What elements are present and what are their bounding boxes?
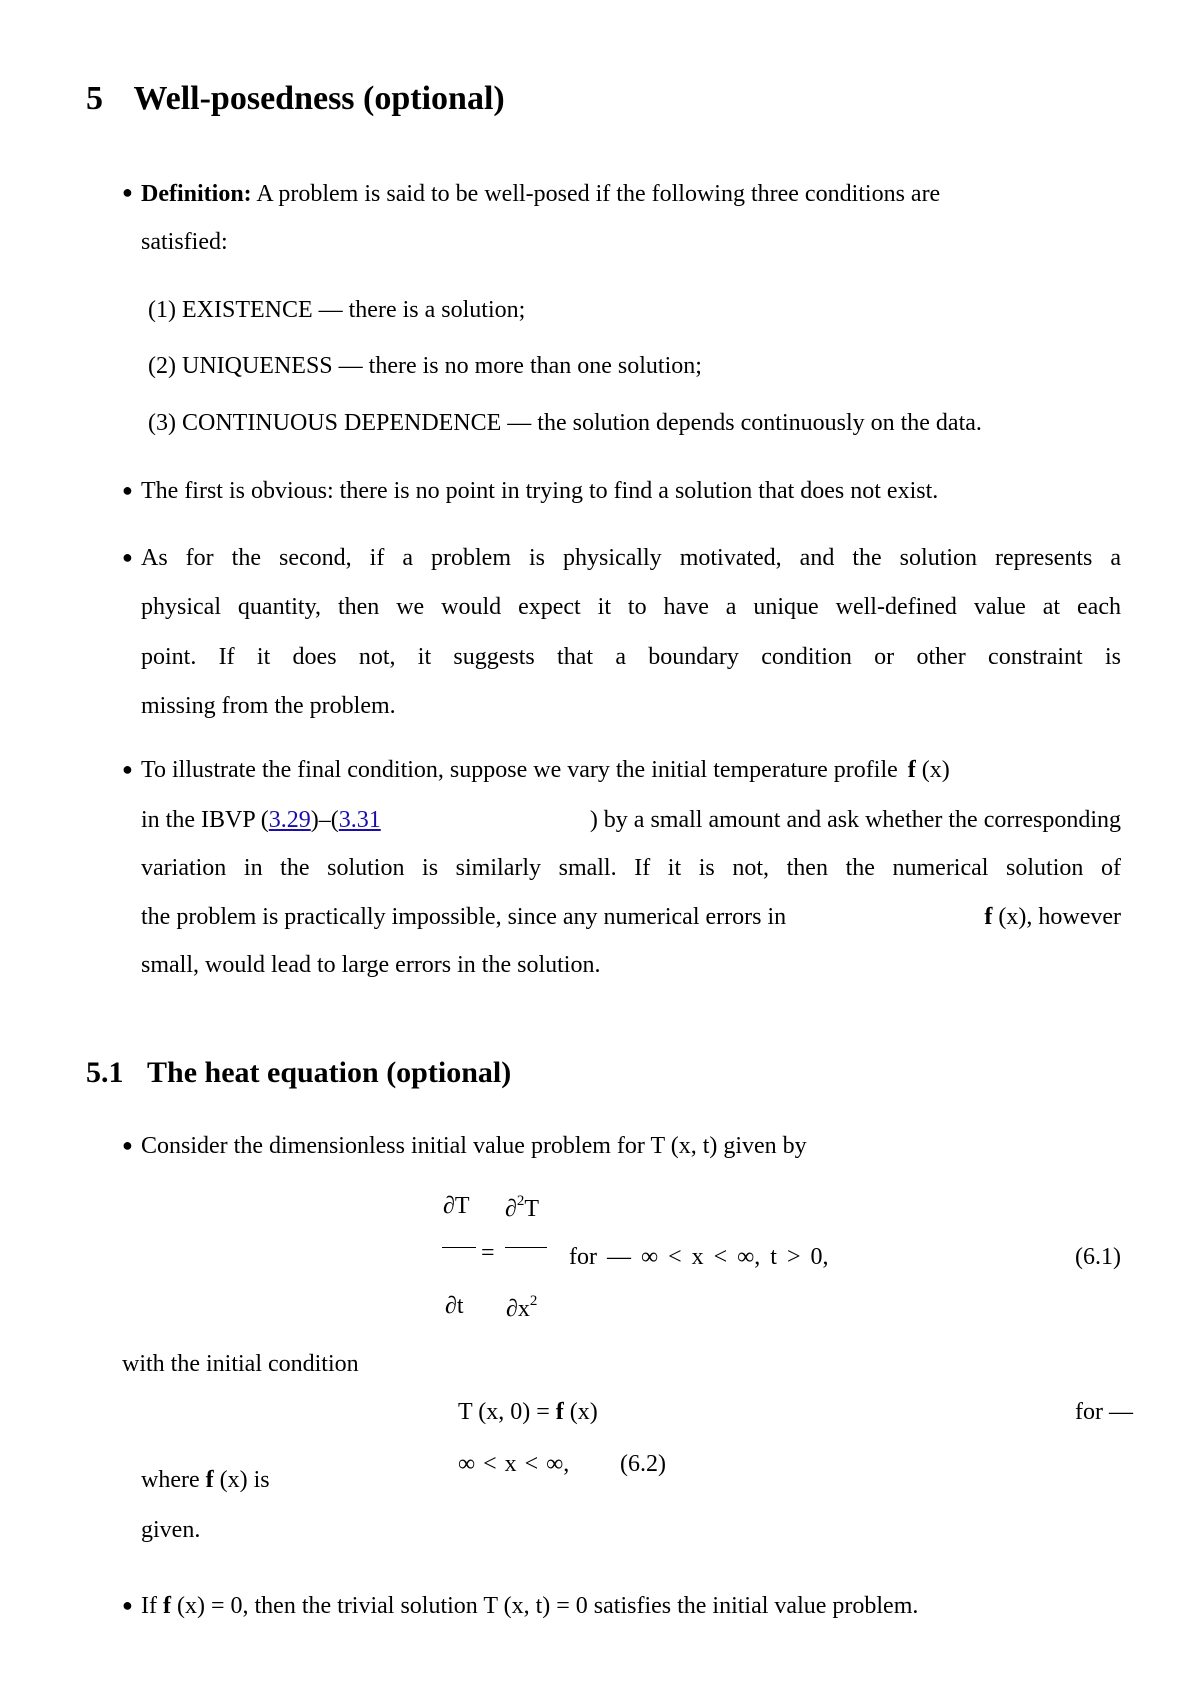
bullet-icon: ● bbox=[122, 547, 133, 567]
subsection-number: 5.1 bbox=[86, 1056, 124, 1089]
eq1-numerator-right: ∂$^2$T bbox=[505, 1193, 540, 1222]
eq1-denominator-left: ∂t bbox=[445, 1293, 464, 1319]
eq1-equals: = bbox=[481, 1240, 495, 1266]
f-symbol: f bbox=[205, 1467, 214, 1493]
eq2-for-label: for — bbox=[1075, 1399, 1133, 1425]
bullet-second-line-2: physical quantity, then we would expect it to have a unique well-defined value at each bbox=[141, 594, 1121, 620]
eq1-fraction-bar-left bbox=[442, 1247, 476, 1248]
bullet-final-line-4: the problem is practically impossible, since any numerical errors in f (x), however bbox=[141, 904, 1121, 930]
subsection-title: The heat equation (optional) bbox=[147, 1056, 512, 1089]
f-symbol: f bbox=[907, 757, 916, 783]
eq2-number: (6.2) bbox=[620, 1451, 666, 1477]
section-title: Well-posedness bbox=[133, 80, 355, 117]
f-symbol: f bbox=[162, 1593, 171, 1619]
bullet-final-line-3: variation in the solution is similarly small. If it is not, then the numerical solution of bbox=[141, 855, 1121, 881]
bullet-icon: ● bbox=[122, 182, 133, 202]
eq2-expression: T (x, 0) = f (x) bbox=[458, 1399, 598, 1425]
definition-text: A problem is said to be well-posed if the following three conditions are bbox=[256, 181, 941, 207]
bullet-second-line-4: missing from the problem. bbox=[141, 693, 396, 719]
condition-existence: (1) EXISTENCE — there is a solution; bbox=[148, 297, 526, 323]
definition-label: Definition: bbox=[141, 181, 252, 207]
bullet-first-text: The first is obvious: there is no point in trying to find a solution that does not exist. bbox=[141, 478, 939, 504]
eq1-denominator-right: $\partial x^2$ bbox=[506, 1293, 538, 1322]
bullet-second-line-3: point. If it does not, it suggests that a boundary condition or other constraint is bbox=[141, 644, 1121, 670]
bullet-icon: ● bbox=[122, 480, 133, 500]
bullet-final-line-2: in the IBVP (3.29)–(3.31 ) by a small amount and ask whether the corresponding bbox=[141, 807, 1121, 833]
eq1-condition: for — ∞ < x < ∞, t > 0, bbox=[569, 1244, 829, 1270]
bullet-final-line-1: To illustrate the final condition, suppose we vary the initial temperature profile f (x) bbox=[141, 757, 950, 783]
heat-intro: Consider the dimensionless initial value problem for T (x, t) given by bbox=[141, 1133, 807, 1159]
f-symbol: f bbox=[555, 1399, 564, 1425]
bullet-icon: ● bbox=[122, 1135, 133, 1155]
section-heading bbox=[86, 80, 505, 118]
subsection-heading bbox=[86, 1056, 511, 1090]
given-text: given. bbox=[141, 1517, 201, 1543]
trivial-solution-text: If f (x) = 0, then the trivial solution T (x, t) = 0 satisfies the initial value problem. bbox=[141, 1593, 919, 1619]
where-f-is: where f (x) is bbox=[141, 1467, 270, 1493]
definition-line-1 bbox=[141, 180, 940, 209]
bullet-second-line-1: As for the second, if a problem is physically motivated, and the solution represents a bbox=[141, 545, 1121, 571]
equation-ref-3-29[interactable]: 3.29 bbox=[268, 807, 311, 833]
section-number: 5 bbox=[86, 80, 103, 117]
condition-uniqueness: (2) UNIQUENESS — there is no more than one solution; bbox=[148, 353, 702, 379]
bullet-icon: ● bbox=[122, 1595, 133, 1615]
bullet-final-line-5: small, would lead to large errors in the solution. bbox=[141, 952, 601, 978]
eq1-number: (6.1) bbox=[1075, 1244, 1121, 1270]
condition-continuous-dependence: (3) CONTINUOUS DEPENDENCE — the solution depends continuously on the data. bbox=[148, 410, 982, 436]
eq2-range: ∞ < x < ∞, bbox=[458, 1451, 570, 1477]
eq1-numerator-left: ∂T bbox=[443, 1193, 470, 1219]
eq1-fraction-bar-right bbox=[505, 1247, 547, 1248]
f-symbol: f bbox=[984, 904, 993, 930]
section-title-suffix: (optional) bbox=[363, 80, 505, 117]
with-initial-condition: with the initial condition bbox=[122, 1351, 359, 1377]
bullet-icon: ● bbox=[122, 759, 133, 779]
definition-line-2: satisfied: bbox=[141, 229, 228, 255]
equation-ref-3-31[interactable]: 3.31 bbox=[338, 807, 381, 833]
